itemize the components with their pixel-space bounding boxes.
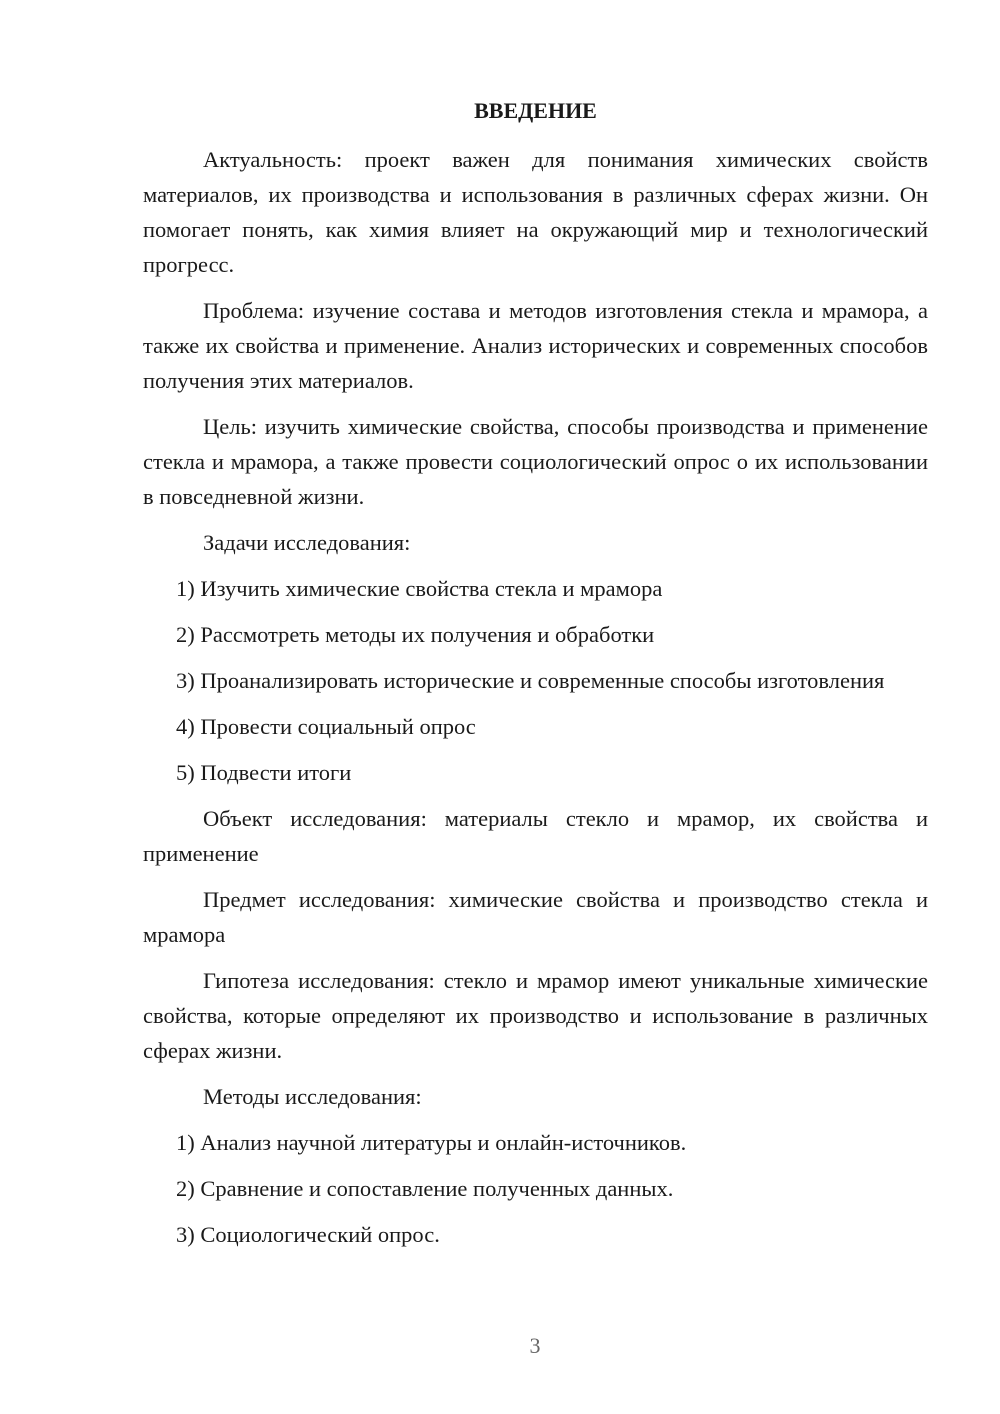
object-paragraph: Объект исследования: материалы стекло и мрамор, их свойства и применение	[143, 806, 928, 866]
task-item: 4) Провести социальный опрос	[176, 714, 476, 739]
relevance-paragraph: Актуальность: проект важен для понимания химических свойств материалов, их производства и использования в различных сферах жизни. Он помогает понять, как химия влияет на окружающий мир и технологический прогресс.	[143, 147, 928, 277]
method-item: 1) Анализ научной литературы и онлайн-источников.	[176, 1130, 687, 1155]
document-page	[143, 96, 928, 1263]
hypothesis-paragraph: Гипотеза исследования: стекло и мрамор имеют уникальные химические свойства, которые определяют их производство и использование в различных сферах жизни.	[143, 968, 928, 1063]
task-item: 5) Подвести итоги	[176, 760, 352, 785]
method-item: 2) Сравнение и сопоставление полученных данных.	[176, 1176, 674, 1201]
tasks-heading: Задачи исследования:	[203, 530, 411, 555]
method-item: 3) Социологический опрос.	[176, 1222, 440, 1247]
section-heading: ВВЕДЕНИЕ	[474, 98, 597, 123]
subject-paragraph: Предмет исследования: химические свойства и производство стекла и мрамора	[143, 887, 928, 947]
task-item: 1) Изучить химические свойства стекла и мрамора	[176, 576, 663, 601]
methods-heading: Методы исследования:	[203, 1084, 422, 1109]
problem-paragraph: Проблема: изучение состава и методов изготовления стекла и мрамора, а также их свойства и применение. Анализ исторических и современных способов получения этих материалов.	[143, 298, 928, 393]
task-item: 3) Проанализировать исторические и современные способы изготовления	[176, 668, 885, 693]
goal-paragraph: Цель: изучить химические свойства, способы производства и применение стекла и мрамора, а также провести социологический опрос о их использовании в повседневной жизни.	[143, 414, 928, 509]
task-item: 2) Рассмотреть методы их получения и обработки	[176, 622, 655, 647]
page-number: 3	[529, 1333, 541, 1358]
